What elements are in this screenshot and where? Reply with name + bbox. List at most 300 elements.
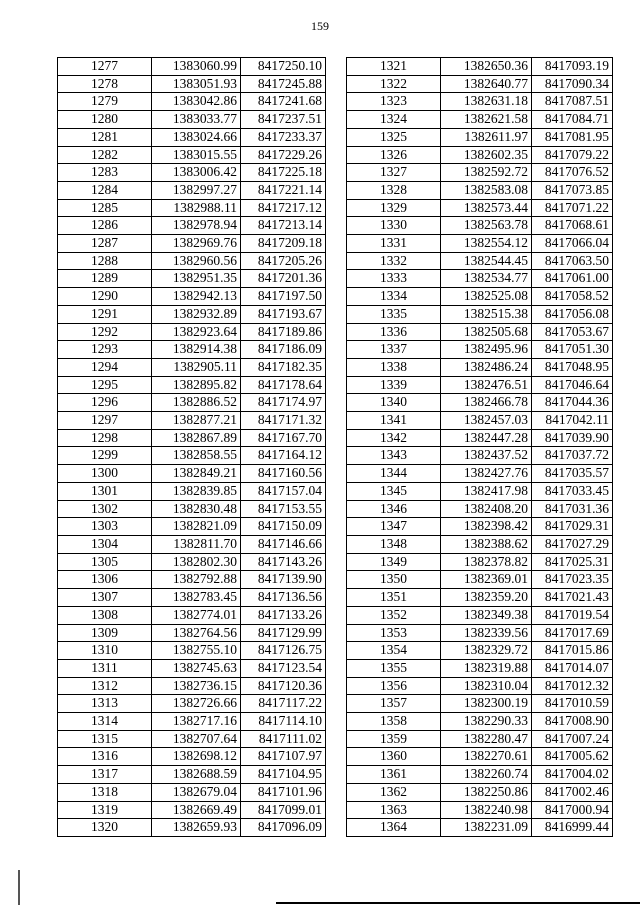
x-coordinate-cell: 1382329.72 <box>441 642 532 660</box>
x-coordinate-cell: 1382969.76 <box>152 235 241 253</box>
table-row <box>58 235 326 253</box>
x-coordinate-cell: 1382592.72 <box>441 164 532 182</box>
x-coordinate-cell: 1382270.61 <box>441 748 532 766</box>
y-coordinate-cell: 8417010.59 <box>532 695 613 713</box>
point-number-cell: 1304 <box>58 535 152 553</box>
y-coordinate-cell: 8417101.96 <box>241 783 326 801</box>
point-number-cell: 1359 <box>347 730 441 748</box>
y-coordinate-cell: 8417025.31 <box>532 553 613 571</box>
x-coordinate-cell: 1382792.88 <box>152 571 241 589</box>
y-coordinate-cell: 8417197.50 <box>241 288 326 306</box>
y-coordinate-cell: 8417023.35 <box>532 571 613 589</box>
point-number-cell: 1294 <box>58 358 152 376</box>
y-coordinate-cell: 8417063.50 <box>532 252 613 270</box>
x-coordinate-cell: 1382736.15 <box>152 677 241 695</box>
y-coordinate-cell: 8417096.09 <box>241 819 326 837</box>
y-coordinate-cell: 8417150.09 <box>241 518 326 536</box>
y-coordinate-cell: 8417201.36 <box>241 270 326 288</box>
table-row <box>347 553 613 571</box>
point-number-cell: 1343 <box>347 447 441 465</box>
table-row <box>347 429 613 447</box>
x-coordinate-cell: 1382378.82 <box>441 553 532 571</box>
point-number-cell: 1339 <box>347 376 441 394</box>
coordinates-table-right <box>346 57 613 837</box>
x-coordinate-cell: 1382867.89 <box>152 429 241 447</box>
x-coordinate-cell: 1382544.45 <box>441 252 532 270</box>
y-coordinate-cell: 8417046.64 <box>532 376 613 394</box>
bottom-rule <box>276 902 640 904</box>
x-coordinate-cell: 1383015.55 <box>152 146 241 164</box>
y-coordinate-cell: 8417099.01 <box>241 801 326 819</box>
point-number-cell: 1323 <box>347 93 441 111</box>
x-coordinate-cell: 1383033.77 <box>152 111 241 129</box>
table-row <box>347 783 613 801</box>
x-coordinate-cell: 1383024.66 <box>152 128 241 146</box>
point-number-cell: 1340 <box>347 394 441 412</box>
table-row <box>347 146 613 164</box>
x-coordinate-cell: 1382300.19 <box>441 695 532 713</box>
point-number-cell: 1288 <box>58 252 152 270</box>
point-number-cell: 1279 <box>58 93 152 111</box>
y-coordinate-cell: 8417114.10 <box>241 713 326 731</box>
x-coordinate-cell: 1382349.38 <box>441 606 532 624</box>
y-coordinate-cell: 8417237.51 <box>241 111 326 129</box>
x-coordinate-cell: 1382240.98 <box>441 801 532 819</box>
point-number-cell: 1362 <box>347 783 441 801</box>
table-row <box>347 111 613 129</box>
table-row <box>347 518 613 536</box>
table-row <box>347 323 613 341</box>
y-coordinate-cell: 8417193.67 <box>241 305 326 323</box>
y-coordinate-cell: 8417153.55 <box>241 500 326 518</box>
point-number-cell: 1293 <box>58 341 152 359</box>
table-row <box>58 571 326 589</box>
x-coordinate-cell: 1382310.04 <box>441 677 532 695</box>
point-number-cell: 1333 <box>347 270 441 288</box>
x-coordinate-cell: 1382688.59 <box>152 766 241 784</box>
y-coordinate-cell: 8417000.94 <box>532 801 613 819</box>
table-row <box>347 75 613 93</box>
x-coordinate-cell: 1382583.08 <box>441 181 532 199</box>
y-coordinate-cell: 8417107.97 <box>241 748 326 766</box>
point-number-cell: 1320 <box>58 819 152 837</box>
table-row <box>58 801 326 819</box>
x-coordinate-cell: 1382997.27 <box>152 181 241 199</box>
y-coordinate-cell: 8417126.75 <box>241 642 326 660</box>
x-coordinate-cell: 1382427.76 <box>441 465 532 483</box>
table-row <box>58 412 326 430</box>
point-number-cell: 1312 <box>58 677 152 695</box>
y-coordinate-cell: 8417042.11 <box>532 412 613 430</box>
point-number-cell: 1311 <box>58 659 152 677</box>
y-coordinate-cell: 8417205.26 <box>241 252 326 270</box>
table-row <box>347 376 613 394</box>
x-coordinate-cell: 1382895.82 <box>152 376 241 394</box>
x-coordinate-cell: 1382486.24 <box>441 358 532 376</box>
point-number-cell: 1306 <box>58 571 152 589</box>
x-coordinate-cell: 1382231.09 <box>441 819 532 837</box>
x-coordinate-cell: 1382437.52 <box>441 447 532 465</box>
point-number-cell: 1298 <box>58 429 152 447</box>
point-number-cell: 1309 <box>58 624 152 642</box>
y-coordinate-cell: 8417233.37 <box>241 128 326 146</box>
point-number-cell: 1338 <box>347 358 441 376</box>
x-coordinate-cell: 1382988.11 <box>152 199 241 217</box>
point-number-cell: 1349 <box>347 553 441 571</box>
x-coordinate-cell: 1382886.52 <box>152 394 241 412</box>
y-coordinate-cell: 8417027.29 <box>532 535 613 553</box>
y-coordinate-cell: 8417174.97 <box>241 394 326 412</box>
x-coordinate-cell: 1382821.09 <box>152 518 241 536</box>
table-row <box>347 288 613 306</box>
y-coordinate-cell: 8417029.31 <box>532 518 613 536</box>
y-coordinate-cell: 8417217.12 <box>241 199 326 217</box>
table-row <box>347 571 613 589</box>
table-row <box>58 766 326 784</box>
y-coordinate-cell: 8417117.22 <box>241 695 326 713</box>
x-coordinate-cell: 1382602.35 <box>441 146 532 164</box>
point-number-cell: 1350 <box>347 571 441 589</box>
y-coordinate-cell: 8417039.90 <box>532 429 613 447</box>
point-number-cell: 1354 <box>347 642 441 660</box>
table-row <box>58 500 326 518</box>
x-coordinate-cell: 1382631.18 <box>441 93 532 111</box>
point-number-cell: 1284 <box>58 181 152 199</box>
y-coordinate-cell: 8417221.14 <box>241 181 326 199</box>
table-row <box>58 518 326 536</box>
point-number-cell: 1326 <box>347 146 441 164</box>
table-row <box>58 482 326 500</box>
y-coordinate-cell: 8417136.56 <box>241 589 326 607</box>
table-row <box>347 659 613 677</box>
table-row <box>58 181 326 199</box>
x-coordinate-cell: 1382811.70 <box>152 535 241 553</box>
y-coordinate-cell: 8417037.72 <box>532 447 613 465</box>
y-coordinate-cell: 8417229.26 <box>241 146 326 164</box>
x-coordinate-cell: 1383042.86 <box>152 93 241 111</box>
y-coordinate-cell: 8417071.22 <box>532 199 613 217</box>
table-row <box>347 535 613 553</box>
y-coordinate-cell: 8417143.26 <box>241 553 326 571</box>
x-coordinate-cell: 1382417.98 <box>441 482 532 500</box>
table-row <box>58 323 326 341</box>
y-coordinate-cell: 8417012.32 <box>532 677 613 695</box>
point-number-cell: 1292 <box>58 323 152 341</box>
point-number-cell: 1300 <box>58 465 152 483</box>
point-number-cell: 1351 <box>347 589 441 607</box>
table-row <box>58 695 326 713</box>
y-coordinate-cell: 8417076.52 <box>532 164 613 182</box>
table-row <box>58 447 326 465</box>
table-row <box>58 394 326 412</box>
point-number-cell: 1346 <box>347 500 441 518</box>
x-coordinate-cell: 1382319.88 <box>441 659 532 677</box>
y-coordinate-cell: 8417031.36 <box>532 500 613 518</box>
point-number-cell: 1352 <box>347 606 441 624</box>
y-coordinate-cell: 8417120.36 <box>241 677 326 695</box>
y-coordinate-cell: 8417139.90 <box>241 571 326 589</box>
table-row <box>347 801 613 819</box>
point-number-cell: 1291 <box>58 305 152 323</box>
x-coordinate-cell: 1382388.62 <box>441 535 532 553</box>
y-coordinate-cell: 8417111.02 <box>241 730 326 748</box>
y-coordinate-cell: 8417005.62 <box>532 748 613 766</box>
table-row <box>347 606 613 624</box>
point-number-cell: 1319 <box>58 801 152 819</box>
point-number-cell: 1287 <box>58 235 152 253</box>
point-number-cell: 1285 <box>58 199 152 217</box>
x-coordinate-cell: 1382650.36 <box>441 58 532 76</box>
y-coordinate-cell: 8417104.95 <box>241 766 326 784</box>
coordinates-table-left <box>57 57 326 837</box>
point-number-cell: 1281 <box>58 128 152 146</box>
x-coordinate-cell: 1382495.96 <box>441 341 532 359</box>
x-coordinate-cell: 1382849.21 <box>152 465 241 483</box>
y-coordinate-cell: 8417048.95 <box>532 358 613 376</box>
page-number: 159 <box>311 19 329 33</box>
table-row <box>347 482 613 500</box>
point-number-cell: 1336 <box>347 323 441 341</box>
y-coordinate-cell: 8417007.24 <box>532 730 613 748</box>
x-coordinate-cell: 1382802.30 <box>152 553 241 571</box>
y-coordinate-cell: 8417014.07 <box>532 659 613 677</box>
table-row <box>347 181 613 199</box>
table-row <box>347 358 613 376</box>
table-row <box>347 748 613 766</box>
table-row <box>347 642 613 660</box>
point-number-cell: 1310 <box>58 642 152 660</box>
point-number-cell: 1329 <box>347 199 441 217</box>
x-coordinate-cell: 1382476.51 <box>441 376 532 394</box>
point-number-cell: 1357 <box>347 695 441 713</box>
table-row <box>347 93 613 111</box>
y-coordinate-cell: 8417015.86 <box>532 642 613 660</box>
point-number-cell: 1314 <box>58 713 152 731</box>
table-row <box>58 75 326 93</box>
table-row <box>58 252 326 270</box>
point-number-cell: 1295 <box>58 376 152 394</box>
point-number-cell: 1313 <box>58 695 152 713</box>
point-number-cell: 1297 <box>58 412 152 430</box>
y-coordinate-cell: 8417213.14 <box>241 217 326 235</box>
table-row <box>347 589 613 607</box>
x-coordinate-cell: 1382515.38 <box>441 305 532 323</box>
point-number-cell: 1341 <box>347 412 441 430</box>
point-number-cell: 1296 <box>58 394 152 412</box>
x-coordinate-cell: 1382960.56 <box>152 252 241 270</box>
y-coordinate-cell: 8417056.08 <box>532 305 613 323</box>
table-row <box>347 394 613 412</box>
y-coordinate-cell: 8417079.22 <box>532 146 613 164</box>
x-coordinate-cell: 1382877.21 <box>152 412 241 430</box>
table-row <box>58 217 326 235</box>
point-number-cell: 1356 <box>347 677 441 695</box>
x-coordinate-cell: 1382951.35 <box>152 270 241 288</box>
point-number-cell: 1324 <box>347 111 441 129</box>
point-number-cell: 1331 <box>347 235 441 253</box>
point-number-cell: 1316 <box>58 748 152 766</box>
table-row <box>347 465 613 483</box>
table-row <box>58 535 326 553</box>
table-row <box>58 341 326 359</box>
table-row <box>347 217 613 235</box>
table-row <box>347 341 613 359</box>
point-number-cell: 1344 <box>347 465 441 483</box>
y-coordinate-cell: 8417021.43 <box>532 589 613 607</box>
table-row <box>58 358 326 376</box>
table-row <box>347 412 613 430</box>
table-row <box>58 199 326 217</box>
point-number-cell: 1347 <box>347 518 441 536</box>
x-coordinate-cell: 1382932.89 <box>152 305 241 323</box>
y-coordinate-cell: 8417160.56 <box>241 465 326 483</box>
point-number-cell: 1363 <box>347 801 441 819</box>
y-coordinate-cell: 8417171.32 <box>241 412 326 430</box>
y-coordinate-cell: 8417250.10 <box>241 58 326 76</box>
point-number-cell: 1353 <box>347 624 441 642</box>
table-row <box>58 819 326 837</box>
y-coordinate-cell: 8417017.69 <box>532 624 613 642</box>
x-coordinate-cell: 1382745.63 <box>152 659 241 677</box>
point-number-cell: 1332 <box>347 252 441 270</box>
y-coordinate-cell: 8417019.54 <box>532 606 613 624</box>
x-coordinate-cell: 1382839.85 <box>152 482 241 500</box>
table-row <box>58 128 326 146</box>
x-coordinate-cell: 1382525.08 <box>441 288 532 306</box>
y-coordinate-cell: 8416999.44 <box>532 819 613 837</box>
x-coordinate-cell: 1382774.01 <box>152 606 241 624</box>
x-coordinate-cell: 1382260.74 <box>441 766 532 784</box>
y-coordinate-cell: 8417189.86 <box>241 323 326 341</box>
x-coordinate-cell: 1382783.45 <box>152 589 241 607</box>
point-number-cell: 1334 <box>347 288 441 306</box>
table-row <box>58 111 326 129</box>
table-row <box>58 748 326 766</box>
x-coordinate-cell: 1382679.04 <box>152 783 241 801</box>
y-coordinate-cell: 8417245.88 <box>241 75 326 93</box>
x-coordinate-cell: 1382858.55 <box>152 447 241 465</box>
x-coordinate-cell: 1382534.77 <box>441 270 532 288</box>
point-number-cell: 1328 <box>347 181 441 199</box>
x-coordinate-cell: 1382830.48 <box>152 500 241 518</box>
table-row <box>347 305 613 323</box>
x-coordinate-cell: 1382764.56 <box>152 624 241 642</box>
point-number-cell: 1302 <box>58 500 152 518</box>
y-coordinate-cell: 8417129.99 <box>241 624 326 642</box>
y-coordinate-cell: 8417093.19 <box>532 58 613 76</box>
x-coordinate-cell: 1382611.97 <box>441 128 532 146</box>
table-row <box>347 128 613 146</box>
y-coordinate-cell: 8417167.70 <box>241 429 326 447</box>
x-coordinate-cell: 1382659.93 <box>152 819 241 837</box>
y-coordinate-cell: 8417008.90 <box>532 713 613 731</box>
x-coordinate-cell: 1382408.20 <box>441 500 532 518</box>
x-coordinate-cell: 1382563.78 <box>441 217 532 235</box>
x-coordinate-cell: 1382698.12 <box>152 748 241 766</box>
point-number-cell: 1321 <box>347 58 441 76</box>
x-coordinate-cell: 1383006.42 <box>152 164 241 182</box>
x-coordinate-cell: 1382640.77 <box>441 75 532 93</box>
point-number-cell: 1278 <box>58 75 152 93</box>
x-coordinate-cell: 1382505.68 <box>441 323 532 341</box>
point-number-cell: 1348 <box>347 535 441 553</box>
x-coordinate-cell: 1382905.11 <box>152 358 241 376</box>
y-coordinate-cell: 8417133.26 <box>241 606 326 624</box>
table-row <box>58 146 326 164</box>
point-number-cell: 1290 <box>58 288 152 306</box>
x-coordinate-cell: 1382554.12 <box>441 235 532 253</box>
x-coordinate-cell: 1382457.03 <box>441 412 532 430</box>
table-row <box>58 305 326 323</box>
point-number-cell: 1315 <box>58 730 152 748</box>
point-number-cell: 1355 <box>347 659 441 677</box>
x-coordinate-cell: 1382923.64 <box>152 323 241 341</box>
y-coordinate-cell: 8417241.68 <box>241 93 326 111</box>
point-number-cell: 1337 <box>347 341 441 359</box>
y-coordinate-cell: 8417186.09 <box>241 341 326 359</box>
table-row <box>347 164 613 182</box>
point-number-cell: 1345 <box>347 482 441 500</box>
point-number-cell: 1280 <box>58 111 152 129</box>
table-row <box>58 465 326 483</box>
table-row <box>58 783 326 801</box>
table-row <box>347 713 613 731</box>
table-row <box>58 730 326 748</box>
x-coordinate-cell: 1382466.78 <box>441 394 532 412</box>
y-coordinate-cell: 8417087.51 <box>532 93 613 111</box>
y-coordinate-cell: 8417164.12 <box>241 447 326 465</box>
y-coordinate-cell: 8417044.36 <box>532 394 613 412</box>
x-coordinate-cell: 1382978.94 <box>152 217 241 235</box>
y-coordinate-cell: 8417209.18 <box>241 235 326 253</box>
x-coordinate-cell: 1382447.28 <box>441 429 532 447</box>
table-row <box>347 730 613 748</box>
table-row <box>58 606 326 624</box>
point-number-cell: 1342 <box>347 429 441 447</box>
y-coordinate-cell: 8417123.54 <box>241 659 326 677</box>
table-row <box>58 288 326 306</box>
point-number-cell: 1361 <box>347 766 441 784</box>
x-coordinate-cell: 1382398.42 <box>441 518 532 536</box>
table-row <box>58 677 326 695</box>
table-row <box>58 164 326 182</box>
y-coordinate-cell: 8417157.04 <box>241 482 326 500</box>
table-row <box>347 500 613 518</box>
y-coordinate-cell: 8417068.61 <box>532 217 613 235</box>
table-row <box>58 270 326 288</box>
table-row <box>347 58 613 76</box>
y-coordinate-cell: 8417225.18 <box>241 164 326 182</box>
table-row <box>58 58 326 76</box>
table-row <box>347 677 613 695</box>
x-coordinate-cell: 1382369.01 <box>441 571 532 589</box>
table-row <box>347 270 613 288</box>
x-coordinate-cell: 1382280.47 <box>441 730 532 748</box>
x-coordinate-cell: 1382339.56 <box>441 624 532 642</box>
point-number-cell: 1301 <box>58 482 152 500</box>
x-coordinate-cell: 1382914.38 <box>152 341 241 359</box>
table-row <box>58 659 326 677</box>
y-coordinate-cell: 8417178.64 <box>241 376 326 394</box>
y-coordinate-cell: 8417146.66 <box>241 535 326 553</box>
x-coordinate-cell: 1382717.16 <box>152 713 241 731</box>
x-coordinate-cell: 1382942.13 <box>152 288 241 306</box>
point-number-cell: 1325 <box>347 128 441 146</box>
y-coordinate-cell: 8417053.67 <box>532 323 613 341</box>
point-number-cell: 1289 <box>58 270 152 288</box>
table-row <box>347 695 613 713</box>
point-number-cell: 1307 <box>58 589 152 607</box>
